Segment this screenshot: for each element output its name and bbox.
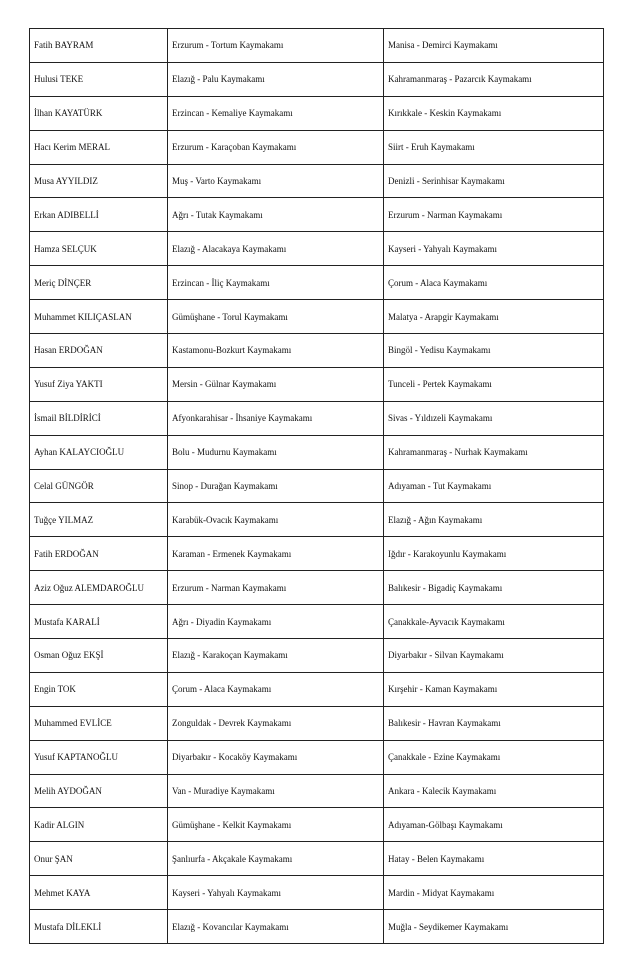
current-post-cell: Diyarbakır - Kocaköy Kaymakamı	[168, 740, 384, 774]
current-post-cell: Erzincan - Kemaliye Kaymakamı	[168, 96, 384, 130]
current-post-cell: Van - Muradiye Kaymakamı	[168, 774, 384, 808]
current-post-cell: Kayseri - Yahyalı Kaymakamı	[168, 876, 384, 910]
official-name-cell: Yusuf Ziya YAKTI	[30, 367, 168, 401]
official-name-cell: Ayhan KALAYCIOĞLU	[30, 435, 168, 469]
table-row	[30, 571, 604, 605]
new-post-cell: Çanakkale - Ezine Kaymakamı	[384, 740, 604, 774]
official-name-cell: Hacı Kerim MERAL	[30, 130, 168, 164]
current-post-cell: Sinop - Durağan Kaymakamı	[168, 469, 384, 503]
current-post-cell: Zonguldak - Devrek Kaymakamı	[168, 706, 384, 740]
new-post-cell: Adıyaman - Tut Kaymakamı	[384, 469, 604, 503]
official-name-cell: Meriç DİNÇER	[30, 266, 168, 300]
table-row	[30, 62, 604, 96]
official-name-cell: Fatih BAYRAM	[30, 29, 168, 63]
official-name-cell: Yusuf KAPTANOĞLU	[30, 740, 168, 774]
new-post-cell: Bingöl - Yedisu Kaymakamı	[384, 334, 604, 368]
official-name-cell: Mustafa KARALİ	[30, 605, 168, 639]
table-row	[30, 29, 604, 63]
table-row	[30, 910, 604, 944]
current-post-cell: Şanlıurfa - Akçakale Kaymakamı	[168, 842, 384, 876]
current-post-cell: Erzincan - İliç Kaymakamı	[168, 266, 384, 300]
new-post-cell: Çorum - Alaca Kaymakamı	[384, 266, 604, 300]
official-name-cell: Engin TOK	[30, 672, 168, 706]
current-post-cell: Elazığ - Karakoçan Kaymakamı	[168, 639, 384, 673]
current-post-cell: Bolu - Mudurnu Kaymakamı	[168, 435, 384, 469]
official-name-cell: İlhan KAYATÜRK	[30, 96, 168, 130]
official-name-cell: Mehmet KAYA	[30, 876, 168, 910]
current-post-cell: Erzurum - Tortum Kaymakamı	[168, 29, 384, 63]
table-row	[30, 706, 604, 740]
current-post-cell: Elazığ - Palu Kaymakamı	[168, 62, 384, 96]
official-name-cell: Melih AYDOĞAN	[30, 774, 168, 808]
new-post-cell: Malatya - Arapgir Kaymakamı	[384, 300, 604, 334]
new-post-cell: Sivas - Yıldızeli Kaymakamı	[384, 401, 604, 435]
table-row	[30, 842, 604, 876]
table-row	[30, 808, 604, 842]
current-post-cell: Mersin - Gülnar Kaymakamı	[168, 367, 384, 401]
new-post-cell: Iğdır - Karakoyunlu Kaymakamı	[384, 537, 604, 571]
new-post-cell: Tunceli - Pertek Kaymakamı	[384, 367, 604, 401]
table-row	[30, 740, 604, 774]
official-name-cell: Hulusi TEKE	[30, 62, 168, 96]
table-row	[30, 435, 604, 469]
table-row	[30, 266, 604, 300]
official-name-cell: Hasan ERDOĞAN	[30, 334, 168, 368]
official-name-cell: İsmail BİLDİRİCİ	[30, 401, 168, 435]
table-row	[30, 164, 604, 198]
current-post-cell: Erzurum - Karaçoban Kaymakamı	[168, 130, 384, 164]
new-post-cell: Kahramanmaraş - Pazarcık Kaymakamı	[384, 62, 604, 96]
new-post-cell: Kırıkkale - Keskin Kaymakamı	[384, 96, 604, 130]
new-post-cell: Adıyaman-Gölbaşı Kaymakamı	[384, 808, 604, 842]
table-row	[30, 130, 604, 164]
official-name-cell: Aziz Oğuz ALEMDAROĞLU	[30, 571, 168, 605]
official-name-cell: Musa AYYILDIZ	[30, 164, 168, 198]
official-name-cell: Tuğçe YILMAZ	[30, 503, 168, 537]
appointments-table-body	[30, 29, 604, 944]
new-post-cell: Muğla - Seydikemer Kaymakamı	[384, 910, 604, 944]
new-post-cell: Mardin - Midyat Kaymakamı	[384, 876, 604, 910]
official-name-cell: Muhammet KILIÇASLAN	[30, 300, 168, 334]
appointments-table	[29, 28, 604, 944]
current-post-cell: Elazığ - Alacakaya Kaymakamı	[168, 232, 384, 266]
current-post-cell: Erzurum - Narman Kaymakamı	[168, 571, 384, 605]
new-post-cell: Diyarbakır - Silvan Kaymakamı	[384, 639, 604, 673]
new-post-cell: Balıkesir - Bigadiç Kaymakamı	[384, 571, 604, 605]
new-post-cell: Denizli - Serinhisar Kaymakamı	[384, 164, 604, 198]
table-row	[30, 198, 604, 232]
current-post-cell: Elazığ - Kovancılar Kaymakamı	[168, 910, 384, 944]
table-row	[30, 639, 604, 673]
official-name-cell: Erkan ADIBELLİ	[30, 198, 168, 232]
new-post-cell: Kahramanmaraş - Nurhak Kaymakamı	[384, 435, 604, 469]
table-row	[30, 503, 604, 537]
table-row	[30, 401, 604, 435]
current-post-cell: Ağrı - Diyadin Kaymakamı	[168, 605, 384, 639]
table-row	[30, 300, 604, 334]
table-row	[30, 367, 604, 401]
current-post-cell: Gümüşhane - Kelkit Kaymakamı	[168, 808, 384, 842]
current-post-cell: Kastamonu-Bozkurt Kaymakamı	[168, 334, 384, 368]
new-post-cell: Hatay - Belen Kaymakamı	[384, 842, 604, 876]
current-post-cell: Ağrı - Tutak Kaymakamı	[168, 198, 384, 232]
new-post-cell: Kırşehir - Kaman Kaymakamı	[384, 672, 604, 706]
new-post-cell: Ankara - Kalecik Kaymakamı	[384, 774, 604, 808]
official-name-cell: Hamza SELÇUK	[30, 232, 168, 266]
official-name-cell: Onur ŞAN	[30, 842, 168, 876]
current-post-cell: Afyonkarahisar - İhsaniye Kaymakamı	[168, 401, 384, 435]
new-post-cell: Çanakkale-Ayvacık Kaymakamı	[384, 605, 604, 639]
new-post-cell: Kayseri - Yahyalı Kaymakamı	[384, 232, 604, 266]
table-row	[30, 469, 604, 503]
table-row	[30, 774, 604, 808]
official-name-cell: Celal GÜNGÖR	[30, 469, 168, 503]
table-row	[30, 876, 604, 910]
official-name-cell: Kadir ALGIN	[30, 808, 168, 842]
table-row	[30, 96, 604, 130]
current-post-cell: Gümüşhane - Torul Kaymakamı	[168, 300, 384, 334]
new-post-cell: Siirt - Eruh Kaymakamı	[384, 130, 604, 164]
table-row	[30, 672, 604, 706]
official-name-cell: Muhammed EVLİCE	[30, 706, 168, 740]
table-row	[30, 537, 604, 571]
current-post-cell: Çorum - Alaca Kaymakamı	[168, 672, 384, 706]
new-post-cell: Manisa - Demirci Kaymakamı	[384, 29, 604, 63]
table-row	[30, 232, 604, 266]
official-name-cell: Mustafa DİLEKLİ	[30, 910, 168, 944]
new-post-cell: Balıkesir - Havran Kaymakamı	[384, 706, 604, 740]
official-name-cell: Osman Oğuz EKŞİ	[30, 639, 168, 673]
new-post-cell: Elazığ - Ağın Kaymakamı	[384, 503, 604, 537]
current-post-cell: Karabük-Ovacık Kaymakamı	[168, 503, 384, 537]
current-post-cell: Muş - Varto Kaymakamı	[168, 164, 384, 198]
current-post-cell: Karaman - Ermenek Kaymakamı	[168, 537, 384, 571]
new-post-cell: Erzurum - Narman Kaymakamı	[384, 198, 604, 232]
table-row	[30, 334, 604, 368]
table-row	[30, 605, 604, 639]
official-name-cell: Fatih ERDOĞAN	[30, 537, 168, 571]
